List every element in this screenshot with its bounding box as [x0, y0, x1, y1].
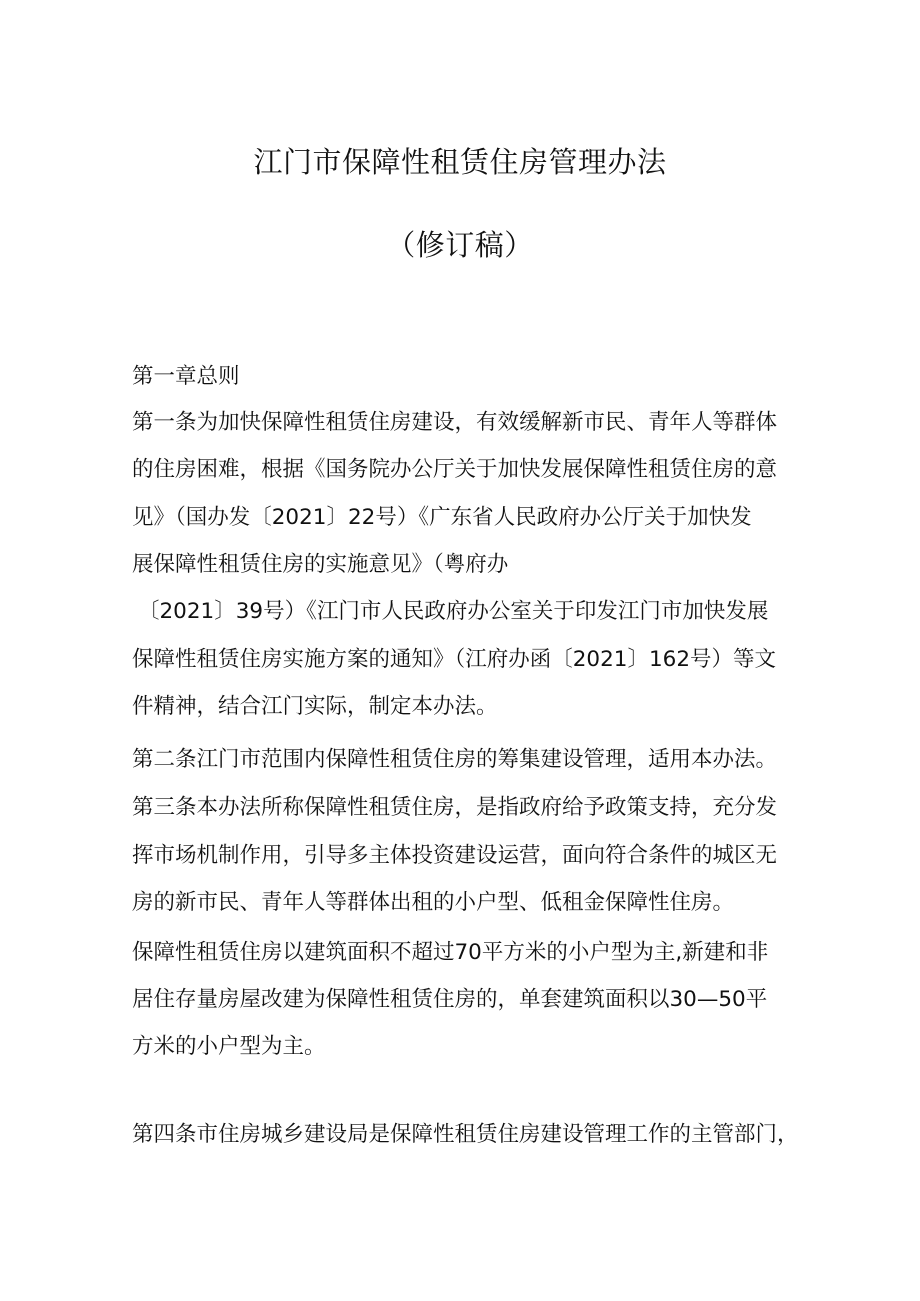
body-line: 保障性租赁住房实施方案的通知》（江府办函〔2021〕162号）等文: [132, 647, 777, 672]
document-title: 江门市保障性租赁住房管理办法: [253, 145, 667, 179]
body-line: 〔2021〕39号）《江门市人民政府办公室关于印发江门市加快发展: [138, 599, 769, 624]
body-line: 挥市场机制作用，引导多主体投资建设运营，面向符合条件的城区无: [132, 843, 778, 868]
body-line: 第四条市住房城乡建设局是保障性租赁住房建设管理工作的主管部门，: [132, 1122, 799, 1147]
body-line: 保障性租赁住房以建筑面积不超过70平方米的小户型为主,新建和非: [132, 940, 769, 965]
body-line: 居住存量房屋改建为保障性租赁住房的，单套建筑面积以30—50平: [132, 987, 768, 1012]
body-line: 的住房困难，根据《国务院办公厅关于加快发展保障性租赁住房的意: [132, 457, 778, 482]
body-line: 第一条为加快保障性租赁住房建设，有效缓解新市民、青年人等群体: [132, 410, 778, 435]
body-line: 房的新市民、青年人等群体出租的小户型、低租金保障性住房。: [132, 890, 735, 915]
document-subtitle: （修订稿）: [386, 228, 534, 262]
body-line: 第三条本办法所称保障性租赁住房，是指政府给予政策支持，充分发: [132, 795, 778, 820]
chapter-heading: 第一章总则: [132, 364, 240, 389]
body-line: 展保障性租赁住房的实施意见》（粤府办: [132, 552, 509, 577]
body-line: 第二条江门市范围内保障性租赁住房的筹集建设管理，适用本办法。: [132, 747, 778, 772]
body-line: 件精神，结合江门实际，制定本办法。: [132, 694, 498, 719]
body-line: 方米的小户型为主。: [132, 1034, 326, 1059]
body-line: 见》（国办发〔2021〕22号）《广东省人民政府办公厅关于加快发: [132, 505, 752, 530]
